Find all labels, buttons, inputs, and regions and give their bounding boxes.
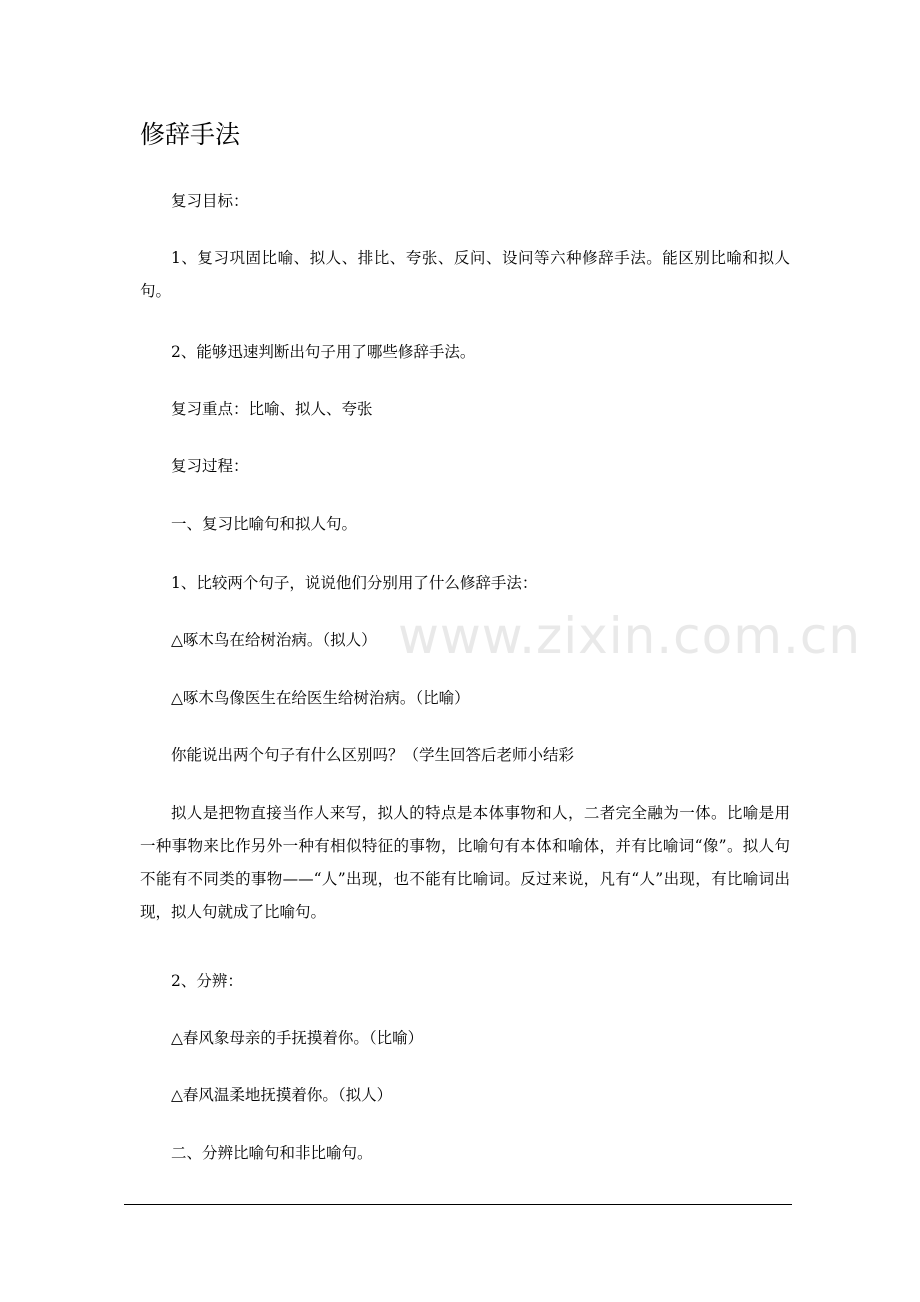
paragraph-review-process: 复习过程： xyxy=(171,457,249,475)
paragraph-distinguish: 2、分辨： xyxy=(171,972,243,990)
paragraph-explanation: 拟人是把物直接当作人来写，拟人的特点是本体事物和人，二者完全融为一体。比喻是用一种事物来比作另外一种有相似特征的事物，比喻句有本体和喻体，并有比喻词“像”。拟人句不能有不同类的事物——“人”出现，也不能有比喻词。反过来说，凡有“人”出现，有比喻词出现，拟人句就成了比喻句。 xyxy=(140,804,790,921)
footer-divider xyxy=(124,1204,792,1205)
paragraph-review-goals: 复习目标： xyxy=(171,192,249,210)
paragraph-question: 你能说出两个句子有什么区别吗？（学生回答后老师小结彩 xyxy=(171,746,575,764)
paragraph-spring-personification: △春风温柔地抚摸着你。（拟人） xyxy=(171,1086,393,1104)
paragraph-goal-2: 2、能够迅速判断出句子用了哪些修辞手法。 xyxy=(171,343,476,361)
paragraph-spring-simile: △春风象母亲的手抚摸着你。（比喻） xyxy=(171,1029,424,1047)
paragraph-example-simile: △啄木鸟像医生在给医生给树治病。（比喻） xyxy=(171,689,470,707)
paragraph-compare: 1、比较两个句子，说说他们分别用了什么修辞手法： xyxy=(171,574,538,592)
paragraph-section-1: 一、复习比喻句和拟人句。 xyxy=(171,515,358,533)
paragraph-review-focus: 复习重点：比喻、拟人、夸张 xyxy=(171,400,373,418)
paragraph-example-personification: △啄木鸟在给树治病。（拟人） xyxy=(171,631,377,649)
page-title: 修辞手法 xyxy=(140,120,241,149)
watermark: www.zixin.com.cn xyxy=(398,607,862,665)
paragraph-section-2: 二、分辨比喻句和非比喻句。 xyxy=(171,1144,373,1162)
paragraph-goal-1: 1、复习巩固比喻、拟人、排比、夸张、反问、设问等六种修辞手法。能区别比喻和拟人句。 xyxy=(140,249,790,300)
